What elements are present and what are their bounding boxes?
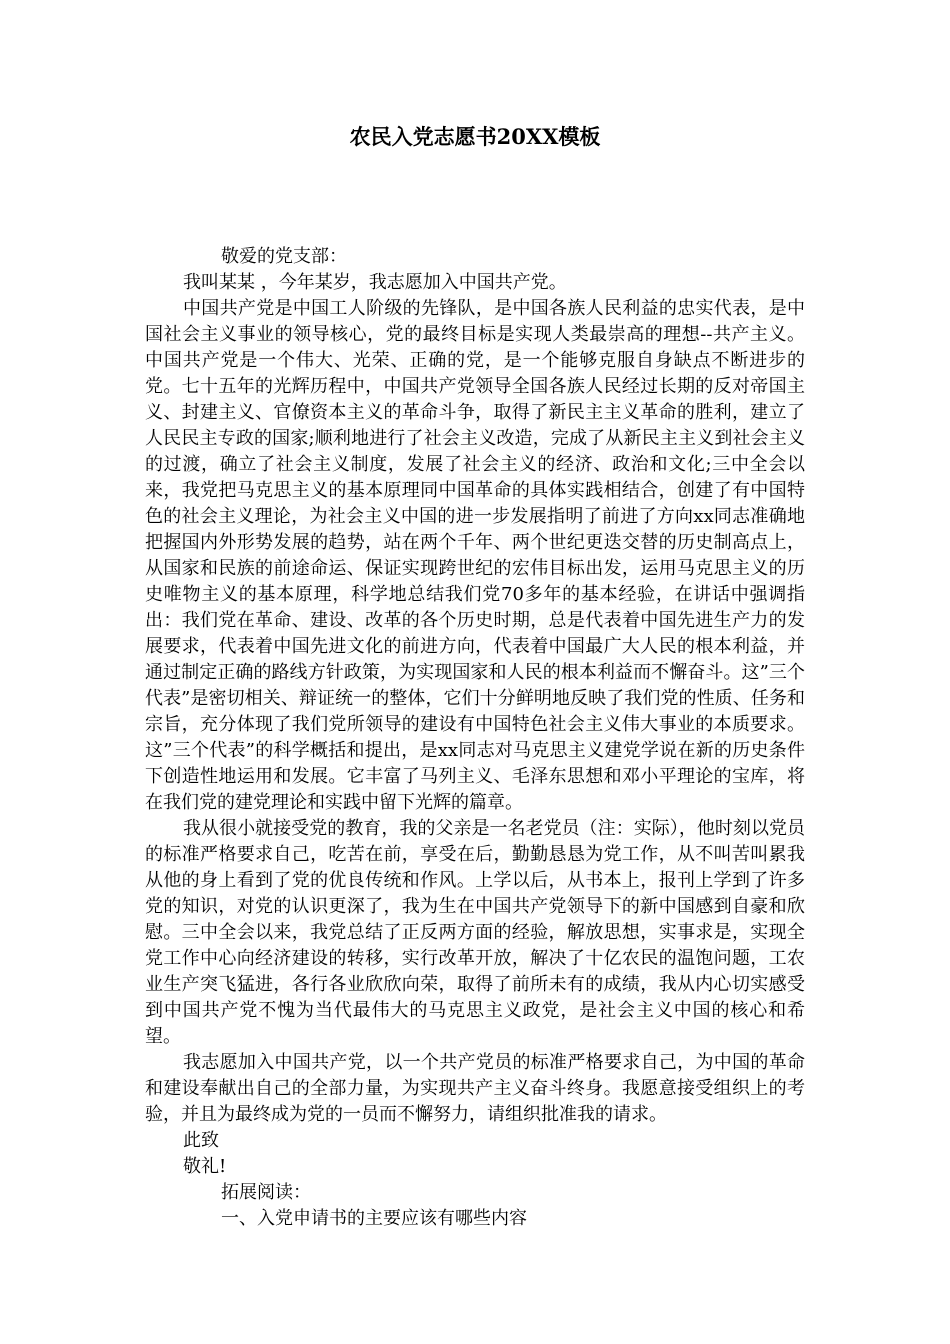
salutation: 敬爱的党支部：	[221, 246, 347, 267]
closing-line: 此致	[183, 1130, 219, 1151]
document-body	[145, 244, 805, 1232]
body-paragraph: 我志愿加入中国共产党，以一个共产党员的标准严格要求自己，为中国的革命和建设奉献出自己的全部力量，为实现共产主义奋斗终身。我愿意接受组织上的考验，并且为最终成为党的一员而不懈努力，请组织批准我的请求。	[145, 1052, 805, 1125]
document-title: 农民入党志愿书20XX模板	[349, 124, 601, 149]
body-paragraph: 我从很小就接受党的教育，我的父亲是一名老党员（注：实际），他时刻以党员的标准严格要求自己，吃苦在前，享受在后，勤勤恳恳为党工作，从不叫苦叫累我从他的身上看到了党的优良传统和作风。上学以后，从书本上，报刊上学到了许多党的知识，对党的认识更深了，我为生在中国共产党领导下的新中国感到自豪和欣慰。三中全会以来，我党总结了正反两方面的经验，解放思想，实事求是，实现全党工作中心向经济建设的转移，实行改革开放，解决了十亿农民的温饱问题，工农业生产突飞猛进，各行各业欣欣向荣，取得了前所未有的成绩，我从内心切实感受到中国共产党不愧为当代最伟大的马克思主义政党，是社会主义中国的核心和希望。	[145, 818, 805, 1047]
intro-paragraph: 我叫某某 ，今年某岁，我志愿加入中国共产党。	[183, 272, 567, 293]
body-paragraph: 中国共产党是中国工人阶级的先锋队，是中国各族人民利益的忠实代表，是中国社会主义事业的领导核心，党的最终目标是实现人类最崇高的理想--共产主义。中国共产党是一个伟大、光荣、正确的党，是一个能够克服自身缺点不断进步的党。七十五年的光辉历程中，中国共产党领导全国各族人民经过长期的反对帝国主义、封建主义、官僚资本主义的革命斗争，取得了新民主主义革命的胜利，建立了人民民主专政的国家;顺利地进行了社会主义改造，完成了从新民主主义到社会主义的过渡，确立了社会主义制度，发展了社会主义的经济、政治和文化;三中全会以来，我党把马克思主义的基本原理同中国革命的具体实践相结合，创建了有中国特色的社会主义理论，为社会主义中国的进一步发展指明了前进了方向xx同志准确地把握国内外形势发展的趋势，站在两个千年、两个世纪更迭交替的历史制高点上，从国家和民族的前途命运、保证实现跨世纪的宏伟目标出发，运用马克思主义的历史唯物主义的基本原理，科学地总结我们党70多年的基本经验，在讲话中强调指出：我们党在革命、建设、改革的各个历史时期，总是代表着中国先进生产力的发展要求，代表着中国先进文化的前进方向，代表着中国最广大人民的根本利益，并通过制定正确的路线方针政策，为实现国家和人民的根本利益而不懈奋斗。这”三个代表”是密切相关、辩证统一的整体，它们十分鲜明地反映了我们党的性质、任务和宗旨，充分体现了我们党所领导的建设有中国特色社会主义伟大事业的本质要求。这”三个代表”的科学概括和提出，是xx同志对马克思主义建党学说在新的历史条件下创造性地运用和发展。它丰富了马列主义、毛泽东思想和邓小平理论的宝库，将在我们党的建党理论和实践中留下光辉的篇章。	[145, 298, 805, 813]
closing-greeting: 敬礼!	[183, 1156, 227, 1177]
extended-reading-label: 拓展阅读：	[221, 1182, 311, 1203]
extended-reading-item: 一、入党申请书的主要应该有哪些内容	[221, 1208, 527, 1229]
